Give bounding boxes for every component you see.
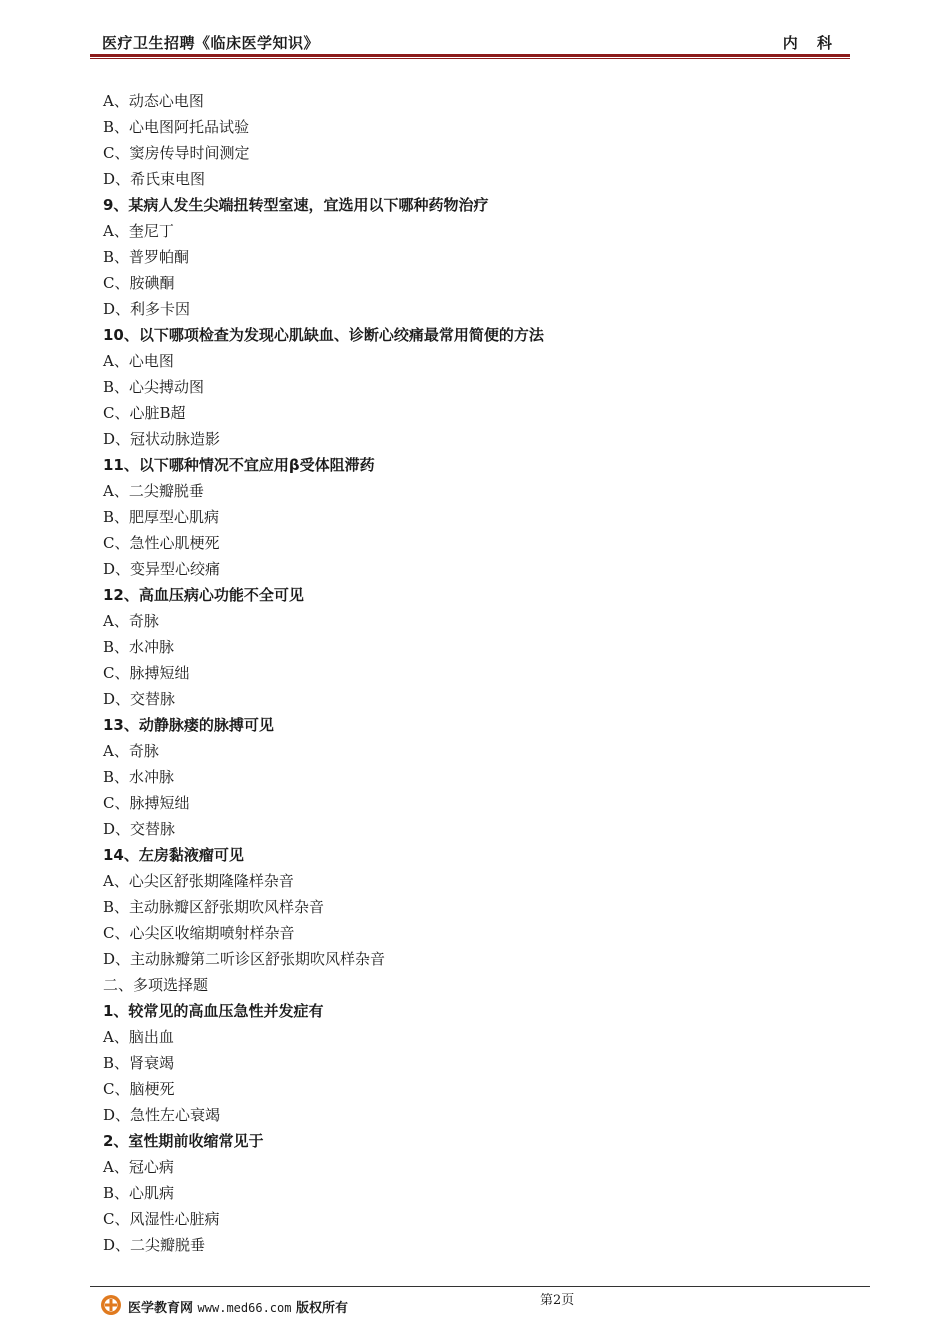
header-rule — [90, 54, 850, 57]
option-text: D、利多卡因 — [103, 300, 191, 318]
option-text: D、交替脉 — [103, 820, 176, 838]
option-text: A、奇脉 — [103, 742, 159, 760]
option-text: D、主动脉瓣第二听诊区舒张期吹风样杂音 — [103, 950, 386, 968]
option-text: B、心尖搏动图 — [103, 378, 205, 396]
option-text: D、交替脉 — [103, 690, 176, 708]
question-text: 1、较常见的高血压急性并发症有 — [103, 1002, 324, 1020]
question-text: 10、以下哪项检查为发现心肌缺血、诊断心绞痛最常用简便的方法 — [103, 326, 544, 344]
footer-url[interactable]: www.med66.com — [197, 1301, 292, 1315]
header-section: 内 科 — [782, 34, 832, 52]
option-text: B、肾衰竭 — [103, 1054, 175, 1072]
footer-site-name: 医学教育网 — [128, 1301, 194, 1316]
question-text: 14、左房黏液瘤可见 — [103, 846, 244, 864]
header-rule-thin — [90, 58, 850, 59]
option-text: B、心电图阿托品试验 — [103, 118, 250, 136]
option-text: D、变异型心绞痛 — [103, 560, 221, 578]
option-text: D、希氏束电图 — [103, 170, 206, 188]
option-text: B、水冲脉 — [103, 768, 175, 786]
option-text: B、主动脉瓣区舒张期吹风样杂音 — [103, 898, 325, 916]
option-text: C、急性心肌梗死 — [103, 534, 220, 552]
option-text: 二、多项选择题 — [103, 976, 209, 994]
option-text: A、动态心电图 — [103, 92, 204, 110]
option-text: C、窦房传导时间测定 — [103, 144, 250, 162]
med66-logo-icon — [100, 1294, 122, 1316]
option-text: C、脑梗死 — [103, 1080, 175, 1098]
footer-rule — [90, 1286, 870, 1287]
option-text: C、脉搏短绌 — [103, 794, 190, 812]
question-text: 13、动静脉瘘的脉搏可见 — [103, 716, 274, 734]
option-text: D、冠状动脉造影 — [103, 430, 221, 448]
question-text: 12、高血压病心功能不全可见 — [103, 586, 304, 604]
page-number: 第2页 — [540, 1293, 575, 1308]
option-text: C、脉搏短绌 — [103, 664, 190, 682]
option-text: B、水冲脉 — [103, 638, 175, 656]
option-text: A、奇脉 — [103, 612, 159, 630]
option-text: C、风湿性心脏病 — [103, 1210, 220, 1228]
question-text: 9、某病人发生尖端扭转型室速，宜选用以下哪种药物治疗 — [103, 196, 489, 214]
option-text: C、胺碘酮 — [103, 274, 175, 292]
option-text: A、二尖瓣脱垂 — [103, 482, 204, 500]
page-header — [90, 30, 850, 54]
option-text: B、心肌病 — [103, 1184, 175, 1202]
option-text: A、心尖区舒张期隆隆样杂音 — [103, 872, 294, 890]
option-text: A、冠心病 — [103, 1158, 174, 1176]
option-text: A、心电图 — [103, 352, 174, 370]
option-text: D、二尖瓣脱垂 — [103, 1236, 206, 1254]
option-text: C、心脏B超 — [103, 404, 186, 422]
option-text: C、心尖区收缩期喷射样杂音 — [103, 924, 295, 942]
option-text: D、急性左心衰竭 — [103, 1106, 221, 1124]
footer-site — [128, 1297, 348, 1316]
question-text: 11、以下哪种情况不宜应用β受体阻滞药 — [103, 456, 375, 474]
question-text: 2、室性期前收缩常见于 — [103, 1132, 264, 1150]
footer-rights: 版权所有 — [296, 1301, 349, 1316]
option-text: B、肥厚型心肌病 — [103, 508, 220, 526]
option-text: A、奎尼丁 — [103, 222, 174, 240]
option-text: B、普罗帕酮 — [103, 248, 190, 266]
option-text: A、脑出血 — [103, 1028, 174, 1046]
header-title: 医疗卫生招聘《临床医学知识》 — [102, 34, 320, 52]
question-list — [103, 88, 843, 1258]
